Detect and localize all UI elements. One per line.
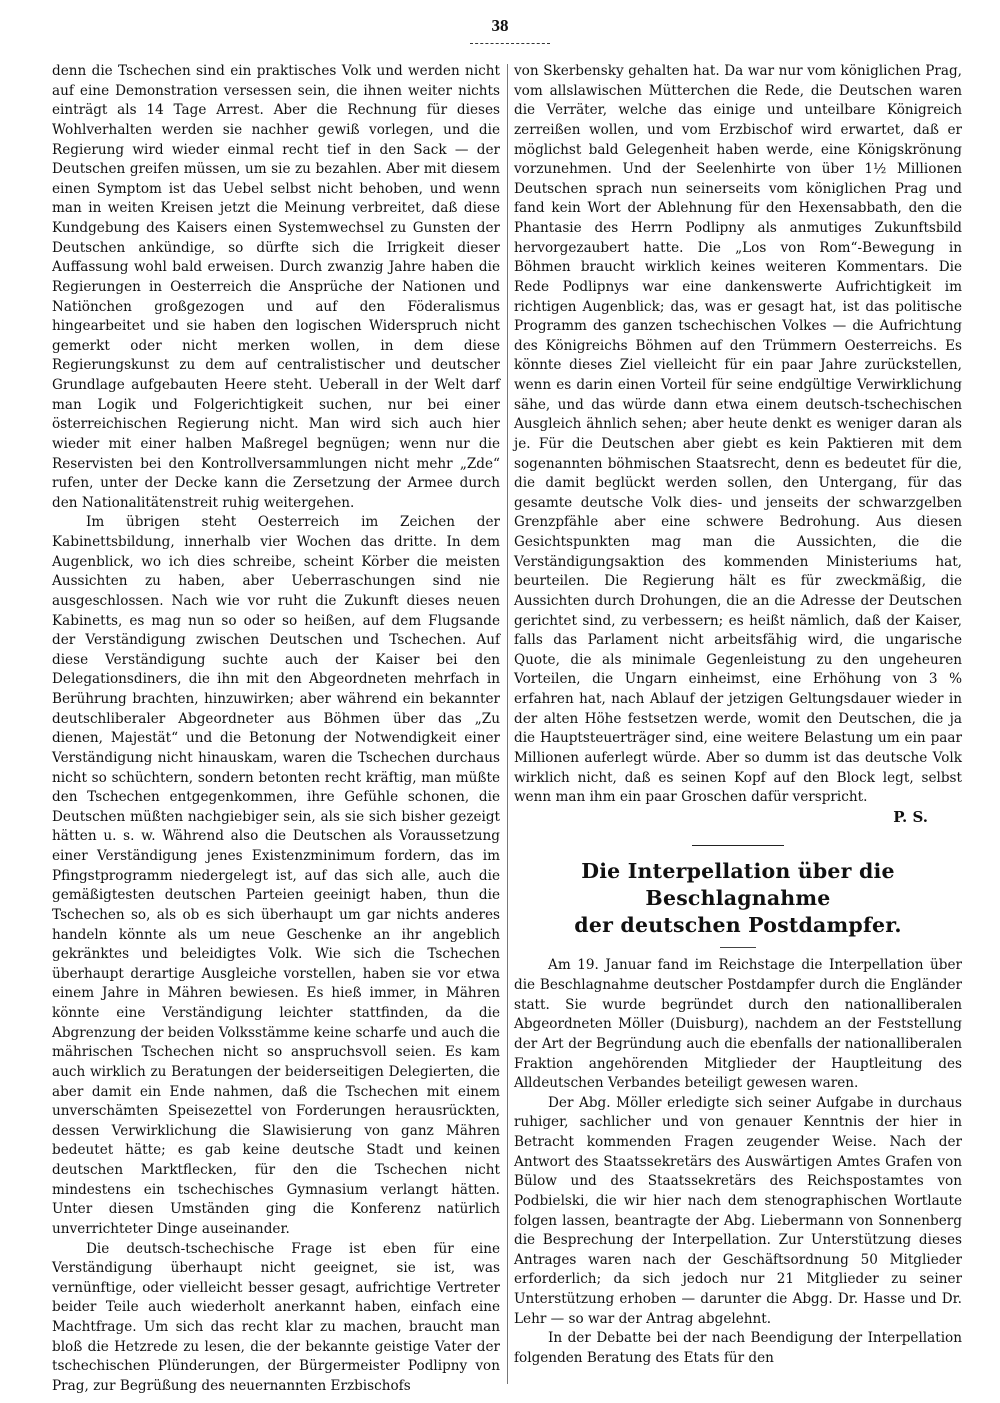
- header-rule: [470, 43, 550, 44]
- left-paragraph-3: Die deutsch-tschechische Frage ist eben für eine Verständigung überhaupt nicht geeignet, sie ist, was vernünftige, oder vielleicht besser gesagt, aufrichtige Vertreter beider Teile auch wiederholt anerkannt haben, einfach eine Machtfrage. Um sich das recht klar zu machen, braucht man bloß die Hetzrede zu lesen, die der bekannte geistige Vater der tschechischen Plünderungen, der Bürgermeister Podlipny von Prag, zur Begrüßung des neuernannten Erzbischofs: [52, 1240, 500, 1394]
- article-paragraph-3: In der Debatte bei der nach Beendigung der Interpellation folgenden Beratung des Etats für den: [514, 1330, 962, 1366]
- article-separator: [692, 845, 784, 846]
- headline-line-2: der deutschen Postdampfer.: [574, 913, 902, 938]
- page-number: 38: [491, 16, 509, 35]
- headline-line-1: Die Interpellation über die Beschlagnahme: [581, 859, 895, 911]
- headline-rule: [720, 947, 756, 948]
- left-column: [52, 62, 500, 1397]
- article-paragraph-2: Der Abg. Möller erledigte sich seiner Aufgabe in durchaus ruhiger, sachlicher und von genauer Kenntnis der hier in Betracht kommenden Fragen zeugender Weise. Nach der Antwort des Staatssekretärs des Auswärtigen Amtes Grafen von Bülow und des Staatssekretärs des Reichspostamtes von Podbielski, die wir hier nach dem stenographischen Wortlaute folgen lassen, beantragte der Abg. Liebermann von Sonnenberg die Besprechung der Interpellation. Zur Unterstützung dieses Antrages waren nach der Geschäftsordnung 50 Mitglieder erforderlich; da sich jedoch nur 21 Mitglieder zu seiner Unterstützung erhoben — darunter die Abgg. Dr. Hasse und Dr. Lehr — so war der Antrag abgelehnt.: [514, 1094, 962, 1327]
- article-headline: [514, 858, 962, 939]
- author-signature: P. S.: [893, 807, 928, 826]
- left-paragraph-2: Im übrigen steht Oesterreich im Zeichen der Kabinettsbildung, innerhalb vier Wochen das dritte. In dem Augenblick, wo ich dies schreibe, scheint Körber die meisten Aussichten zu haben, aber Ueberraschungen sind nie ausgeschlossen. Nach wie vor ruht die Zukunft dieses neuen Kabinetts, es mag nun so oder so heißen, auf dem Flugsande der Verständigung zwischen Deutschen und Tschechen. Auf diese Verständigung suchte auch der Kaiser bei den Delegationsdiners, die ihn mit den Abgeordneten mehrfach in Berührung brachten, hinzuwirken; aber während ein bekannter deutschliberaler Abgeordneter aus Böhmen über das „Zu dienen, Majestät“ und die Betonung der Notwendigkeit einer Verständigung nicht hinauskam, waren die Tschechen durchaus nicht so schüchtern, sondern betonten recht kräftig, man müßte den Tschechen entgegenkommen, ihre Gefühle schonen, die Deutschen müßten nachgiebiger sein, als sie sich bisher gezeigt hätten u. s. w. Während also die Deutschen als Voraussetzung einer Verständigung jenes Existenzminimum fordern, das im Pfingstprogramm niedergelegt ist, auf das sich alle, auch die gemäßigtesten deutschen Parteien geeinigt haben, thun die Tschechen so, als ob es sich überhaupt um gar nichts anderes handeln könnte als um neue Geschenke an ihr angeblich gekränktes und beleidigtes Volk. Wie sich die Tschechen überhaupt derartige Ausgleiche vorstellen, haben sie vor etwa einem Jahre in Mähren bewiesen. Es hieß immer, in Mähren könnte eine Verständigung leichter stattfinden, da die Abgrenzung der beiden Volksstämme keine scharfe und auch die mährischen Tschechen nicht so anspruchsvoll seien. Es kam auch wirklich zu Beratungen der beiderseitigen Delegierten, die aber damit ein Ende nahmen, daß die Tschechen mit einem unverschämten Speisezettel von Forderungen herausrückten, dessen Verwirklichung die Slawisierung von ganz Mähren bedeutet hätte; es gab keine deutsche Stadt und keinen deutschen Marktflecken, für den die Tschechen nicht mindestens ein tschechisches Gymnasium verlangt hätten. Unter diesen Umständen ging die Konferenz natürlich unverrichteter Dinge auseinander.: [52, 514, 500, 1237]
- right-column: [514, 62, 962, 1369]
- right-paragraph-1: von Skerbensky gehalten hat. Da war nur vom königlichen Prag, vom allslawischen Mütterchen die Rede, die Deutschen waren die Verräter, welche das einige und unteilbare Königreich zerreißen wollen, und vom Erzbischof wird erwartet, daß er möglichst bald Gelegenheit haben werde, eine Königskrönung vorzunehmen. Und der Seelenhirte von über 1½ Millionen Deutschen sprach nun seinerseits vom königlichen Prag und fand kein Wort der Ablehnung für den Hexensabbath, den die Phantasie des Herrn Podlipny als anmutiges Zukunftsbild hervorgezaubert hatte. Die „Los von Rom“-Bewegung in Böhmen braucht wirklich keines weiteren Kommentars. Die Rede Podlipnys war eine dankenswerte Aufrichtigkeit im richtigen Augenblick; das, was er gesagt hat, ist das politische Programm des ganzen tschechischen Volkes — die Aufrichtung des Königreichs Böhmen auf den Trümmern Oesterreichs. Es könnte dieses Ziel vielleicht für ein paar Jahre zurückstellen, wenn es darin einen Vorteil für seine endgültige Verwirklichung sähe, und das würde dann etwa einem deutsch-tschechischen Ausgleich ähnlich sehen; aber heute denkt es weniger daran als je. Für die Deutschen aber giebt es kein Paktieren mit dem sogenannten böhmischen Staatsrecht, denn es bedeutet für die, die damit beglückt werden sollen, den Untergang, für das gesamte deutsche Volk dies- und jenseits der schwarzgelben Grenzpfähle aber eine schwere Bedrohung. Aus diesen Gesichtspunkten mag man die Aussichten, die die Verständigungsaktion des kommenden Ministeriums hat, beurteilen. Die Regierung hält es für zweckmäßig, die Aussichten durch Drohungen, die an die Adresse der Deutschen gerichtet sind, zu verbessern; es heißt nämlich, daß der Kaiser, falls das Parlament nicht arbeitsfähig wird, die ungarische Quote, die als minimale Gegenleistung zu den ungeheuren Vorteilen, die Ungarn einheimst, eine Erhöhung von 3 % erfahren hat, nach Ablauf der jetzigen Geltungsdauer wieder in der alten Höhe festsetzen werde, womit den Deutschen, die ja die Hauptsteuerträger sind, eine weitere Belastung um ein paar Millionen auferlegt würde. Aber so dumm ist das deutsche Volk wirklich nicht, daß es seinen Kopf auf den Block legt, selbst wenn man ihm ein paar Groschen dafür verspricht.: [514, 63, 962, 806]
- article-paragraph-1: Am 19. Januar fand im Reichstage die Interpellation über die Beschlagnahme deutscher Postdampfer durch die Engländer statt. Sie wurde begründet durch den nationalliberalen Abgeordneten Möller (Duisburg), nachdem an der Feststellung der Art der Begründung auch die ebenfalls der nationalliberalen Fraktion angehörenden Mitglieder der Hauptleitung des Alldeutschen Verbandes beteiligt gewesen waren.: [514, 957, 962, 1092]
- left-paragraph-1: denn die Tschechen sind ein praktisches Volk und werden nicht auf eine Demonstration versessen sein, die ihnen weiter nichts einträgt als 14 Tage Arrest. Aber die Rechnung für dieses Wohlverhalten werden sie nachher gewiß vorlegen, und die Regierung wird wieder einmal recht tief in den Sack — der Deutschen greifen müssen, um sie zu bezahlen. Aber mit diesem einen Symptom ist das Uebel selbst nicht behoben, und wenn man in weiten Kreisen jetzt die Meinung verbreitet, daß diese Kundgebung des Kaisers einen Systemwechsel zu Gunsten der Deutschen ankündige, so dürfte sich die Irrigkeit dieser Auffassung wohl bald erweisen. Durch zwanzig Jahre haben die Regierungen in Oesterreich die Ansprüche der Nationen und Natiönchen großgezogen und auf den Föderalismus hingearbeitet und sie haben den logischen Widerspruch nicht gemerkt oder nicht merken wollen, in dem diese Regierungskunst zu dem auf centralistischer und deutscher Grundlage aufgebauten Heere steht. Ueberall in der Welt darf man Logik und Folgerichtigkeit suchen, nur bei einer österreichischen Regierung nicht. Man wird sich auch hier wieder mit einer halben Maßregel begnügen; wenn nur die Reservisten bei den Kontrollversammlungen nicht mehr „Zde“ rufen, unter der Decke kann die Zersetzung der Armee durch den Nationalitätenstreit ruhig weitergehen.: [52, 63, 500, 511]
- column-divider: [507, 64, 508, 1384]
